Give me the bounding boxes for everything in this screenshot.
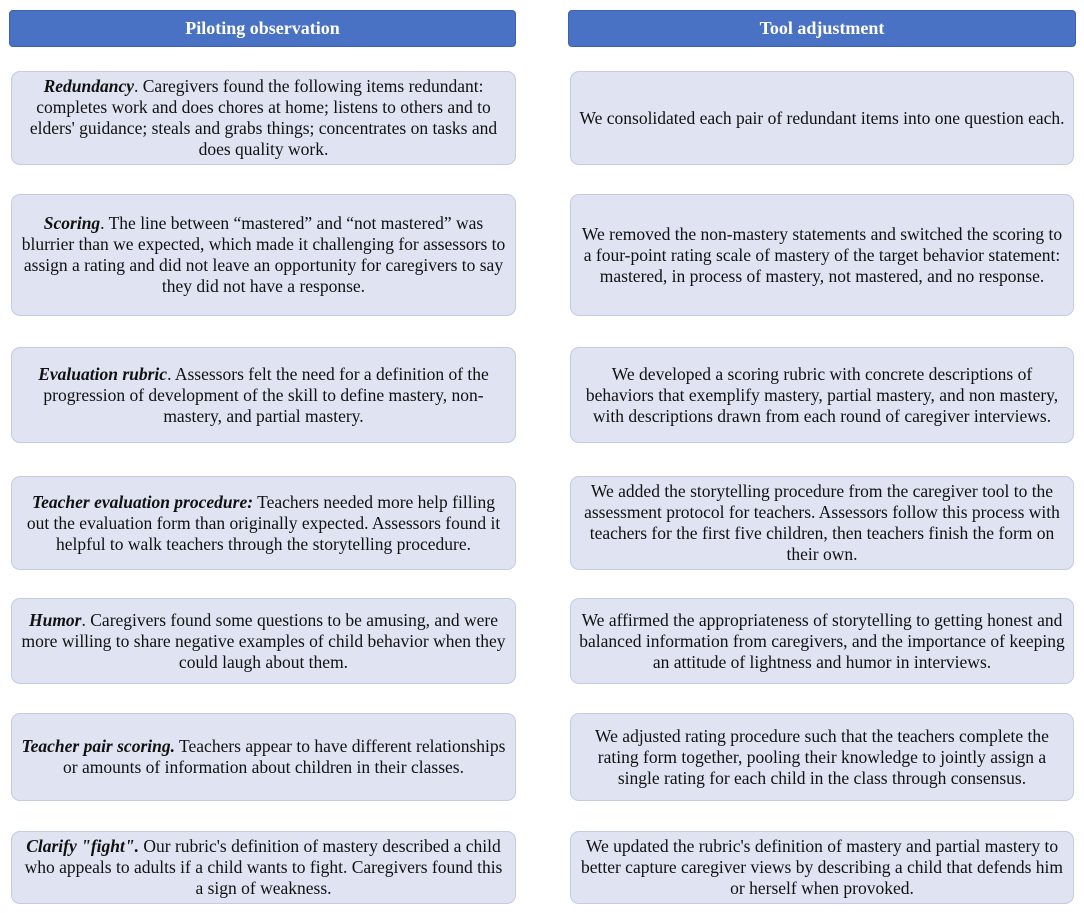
adjustment-box-teacher-evaluation-procedure (570, 476, 1074, 570)
adjustment-text: We removed the non-mastery statements and switched the scoring to a four-point rating scale of mastery of the target behavior statement: mastered, in process of mastery, not mastered, and no response. (581, 223, 1063, 286)
observation-lead: Redundancy (43, 76, 134, 96)
observation-text (20, 76, 507, 160)
observation-box-clarify-fight (11, 831, 516, 904)
header-label: Piloting observation (185, 18, 340, 38)
observation-box-scoring (11, 194, 516, 316)
observation-lead: Humor (28, 609, 82, 630)
observation-body: Teachers appear to have different relationships or amounts of information about children in their classes. (63, 736, 506, 777)
adjustment-box-humor (570, 598, 1074, 684)
observation-text (20, 736, 507, 778)
adjustment-box-evaluation-rubric (570, 347, 1074, 443)
header-tool-adjustment (568, 10, 1076, 47)
header-piloting-observation (9, 10, 516, 47)
header-label: Tool adjustment (759, 18, 885, 38)
observation-box-redundancy (11, 71, 516, 165)
adjustment-text: We updated the rubric's definition of mastery and partial mastery to better capture caregiver views by describing a child that defends him or herself when provoked. (580, 836, 1064, 898)
observation-body: . Assessors felt the need for a definition of the progression of development of the skill to define mastery, non-mastery, and partial mastery. (43, 363, 489, 426)
observation-lead: Clarify "fight". (26, 836, 139, 856)
observation-box-evaluation-rubric (11, 347, 516, 443)
observation-text (20, 610, 507, 673)
observation-body: . Caregivers found the following items redundant: completes work and does chores at home; listens to others and to elders' guidance; steals and grabs things; concentrates on tasks and does quality work. (29, 76, 498, 159)
adjustment-text: We consolidated each pair of redundant items into one question each. (579, 107, 1065, 128)
observation-text (20, 364, 507, 427)
observation-text (20, 836, 507, 899)
observation-body: . Caregivers found some questions to be amusing, and were more willing to share negative examples of child behavior when they could laugh about them. (21, 609, 506, 672)
adjustment-box-redundancy (570, 71, 1074, 165)
observation-box-humor (11, 598, 516, 684)
observation-body: Teachers needed more help filling out the evaluation form than originally expected. Assessors found it helpful to walk teachers through the storytelling procedure. (26, 491, 501, 554)
observation-lead: Scoring (43, 213, 101, 233)
adjustment-box-clarify-fight (570, 831, 1074, 904)
adjustment-box-teacher-pair-scoring (570, 713, 1074, 801)
observation-box-teacher-evaluation-procedure (11, 476, 516, 570)
adjustment-text: We affirmed the appropriateness of storytelling to getting honest and balanced information from caregivers, and the importance of keeping an attitude of lightness and humor in interviews. (579, 609, 1065, 672)
observation-text (20, 213, 507, 297)
adjustment-text: We adjusted rating procedure such that the teachers complete the rating form together, pooling their knowledge to jointly assign a single rating for each child in the class through consensus. (595, 725, 1049, 788)
adjustment-box-scoring (570, 194, 1074, 316)
observation-body: . The line between “mastered” and “not mastered” was blurrier than we expected, which made it challenging for assessors to assign a rating and did not leave an opportunity for caregivers to say they did not have a response. (21, 213, 506, 296)
adjustment-text: We added the storytelling procedure from the caregiver tool to the assessment protocol for teachers. Assessors follow this process with teachers for the first five children, then teachers finish the form on their own. (584, 481, 1060, 564)
observation-lead: Evaluation rubric (38, 363, 168, 384)
observation-lead: Teacher evaluation procedure: (32, 491, 254, 512)
adjustment-text: We developed a scoring rubric with concrete descriptions of behaviors that exemplify mastery, partial mastery, and non mastery, with descriptions drawn from each round of caregiver interviews. (585, 363, 1059, 426)
observation-box-teacher-pair-scoring (11, 713, 516, 801)
observation-body: Our rubric's definition of mastery described a child who appeals to adults if a child wants to fight. Caregivers found this a sign of weakness. (24, 836, 503, 898)
observation-text (20, 492, 507, 555)
observation-lead: Teacher pair scoring. (21, 736, 175, 756)
